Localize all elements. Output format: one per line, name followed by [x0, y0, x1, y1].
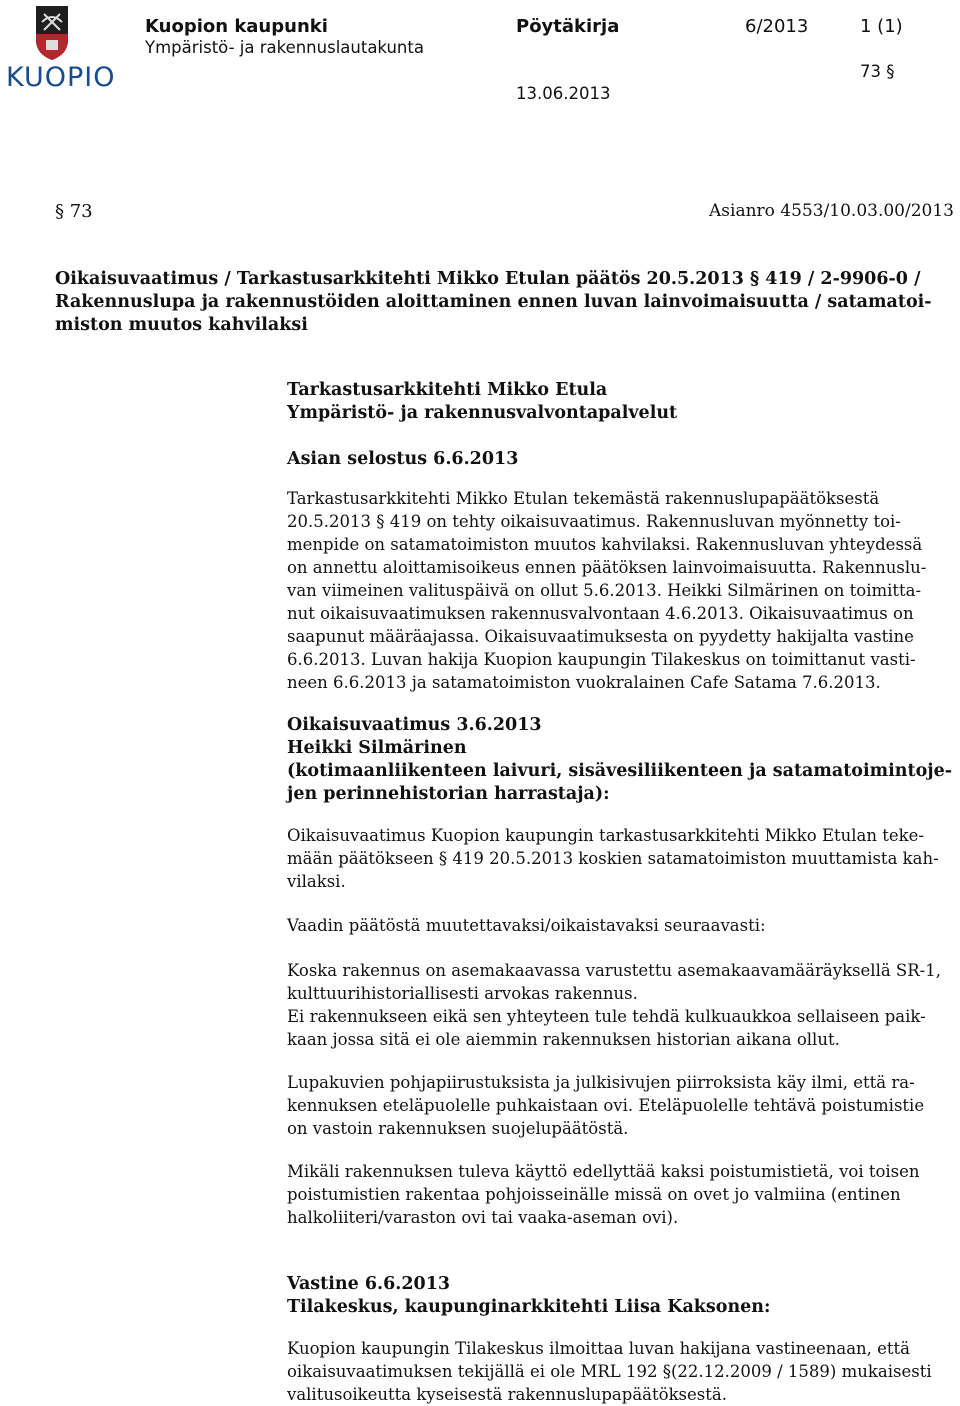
selostus-body [287, 487, 926, 694]
text-line: 6.6.2013. Luvan hakija Kuopion kaupungin Tilakeskus on toimittanut vasti- [287, 650, 916, 669]
text-line: on annettu aloittamisoikeus ennen päätöksen lainvoimaisuutta. Rakennuslu- [287, 558, 927, 577]
heading-line: (kotimaanliikenteen laivuri, sisävesiliikenteen ja satamatoimintoje- [287, 761, 952, 781]
text-line: Kuopion kaupungin Tilakeskus ilmoittaa luvan hakijana vastineenaan, että [287, 1339, 911, 1358]
text-line: neen 6.6.2013 ja satamatoimiston vuokralainen Cafe Satama 7.6.2013. [287, 673, 881, 692]
meeting-number: 6/2013 [745, 16, 809, 37]
case-title-line: Oikaisuvaatimus / Tarkastusarkkitehti Mikko Etulan päätös 20.5.2013 § 419 / 2-9906-0 / [55, 269, 921, 289]
case-title-line: Rakennuslupa ja rakennustöiden aloittaminen ennen luvan lainvoimaisuutta / satamatoi- [55, 292, 932, 312]
heading-line: Tilakeskus, kaupunginarkkitehti Liisa Kaksonen: [287, 1297, 771, 1317]
case-title-line: miston muutos kahvilaksi [55, 315, 308, 335]
oikaisu-paragraph-5 [287, 1160, 920, 1229]
vastine-body [287, 1337, 932, 1406]
oikaisu-heading [287, 714, 952, 806]
text-line: Ei rakennukseen eikä sen yhteyteen tule tehdä kulkuaukkoa sellaiseen paik- [287, 1007, 926, 1026]
text-line: valitusoikeutta kyseisestä rakennuslupapäätöksestä. [287, 1385, 727, 1404]
doc-type: Pöytäkirja [516, 16, 620, 37]
oikaisu-paragraph-1 [287, 824, 939, 893]
text-line: Vaadin päätöstä muutettavaksi/oikaistavaksi seuraavasti: [287, 916, 766, 935]
text-line: kennuksen eteläpuolelle puhkaistaan ovi. Eteläpuolelle tehtävä poistumistie [287, 1096, 925, 1115]
text-line: van viimeinen valituspäivä on ollut 5.6.2013. Heikki Silmärinen on toimitta- [287, 581, 922, 600]
text-line: 20.5.2013 § 419 on tehty oikaisuvaatimus. Rakennusluvan myönnetty toi- [287, 512, 901, 531]
text-line: kaan jossa sitä ei ole aiemmin rakennuksen historian aikana ollut. [287, 1030, 840, 1049]
preparer-title: Tarkastusarkkitehti Mikko Etula [287, 380, 608, 400]
preparer-unit: Ympäristö- ja rakennusvalvontapalvelut [287, 403, 678, 423]
case-asianro: Asianro 4553/10.03.00/2013 [709, 201, 954, 221]
heading-line: Oikaisuvaatimus 3.6.2013 [287, 715, 542, 735]
vastine-heading [287, 1273, 770, 1319]
preparer [287, 379, 677, 425]
text-line: Mikäli rakennuksen tuleva käyttö edellyttää kaksi poistumistietä, voi toisen [287, 1162, 920, 1181]
text-line: nut oikaisuvaatimuksen rakennusvalvontaan 4.6.2013. Oikaisuvaatimus on [287, 604, 914, 623]
oikaisu-paragraph-3 [287, 959, 941, 1051]
text-line: Lupakuvien pohjapiirustuksista ja julkisivujen piirroksista käy ilmi, että ra- [287, 1073, 915, 1092]
heading-line: Heikki Silmärinen [287, 738, 467, 758]
text-line: menpide on satamatoimiston muutos kahvilaksi. Rakennusluvan yhteydessä [287, 535, 923, 554]
meeting-date: 13.06.2013 [516, 84, 611, 103]
heading-line: jen perinnehistorian harrastaja): [287, 784, 610, 804]
text-line: Oikaisuvaatimus Kuopion kaupungin tarkastusarkkitehti Mikko Etulan teke- [287, 826, 924, 845]
text-line: mään päätökseen § 419 20.5.2013 koskien satamatoimiston muuttamista kah- [287, 849, 939, 868]
case-section: § 73 [55, 201, 93, 222]
page-number: 1 (1) [860, 16, 903, 37]
selostus-heading: Asian selostus 6.6.2013 [287, 449, 519, 469]
dept-name: Ympäristö- ja rakennuslautakunta [145, 38, 424, 57]
text-line: Tarkastusarkkitehti Mikko Etulan tekemästä rakennuslupapäätöksestä [287, 489, 880, 508]
text-line: halkoliiteri/varaston ovi tai vaaka-aseman ovi). [287, 1208, 679, 1227]
org-name: Kuopion kaupunki [145, 16, 328, 37]
text-line: Koska rakennus on asemakaavassa varustettu asemakaavamääräyksellä SR-1, [287, 961, 941, 980]
section-number: 73 § [860, 62, 895, 81]
heading-line: Vastine 6.6.2013 [287, 1274, 451, 1294]
text-line: oikaisuvaatimuksen tekijällä ei ole MRL 192 §(22.12.2009 / 1589) mukaisesti [287, 1362, 932, 1381]
oikaisu-paragraph-2 [287, 914, 766, 937]
text-line: vilaksi. [287, 872, 346, 891]
text-line: saapunut määräajassa. Oikaisuvaatimuksesta on pyydetty hakijalta vastine [287, 627, 914, 646]
case-title [55, 268, 932, 337]
text-line: on vastoin rakennuksen suojelupäätöstä. [287, 1119, 629, 1138]
text-line: kulttuurihistoriallisesti arvokas rakennus. [287, 984, 638, 1003]
oikaisu-paragraph-4 [287, 1071, 924, 1140]
logo-wordmark: KUOPIO [6, 62, 116, 93]
text-line: poistumistien rakentaa pohjoisseinälle missä on ovet jo valmiina (entinen [287, 1185, 901, 1204]
